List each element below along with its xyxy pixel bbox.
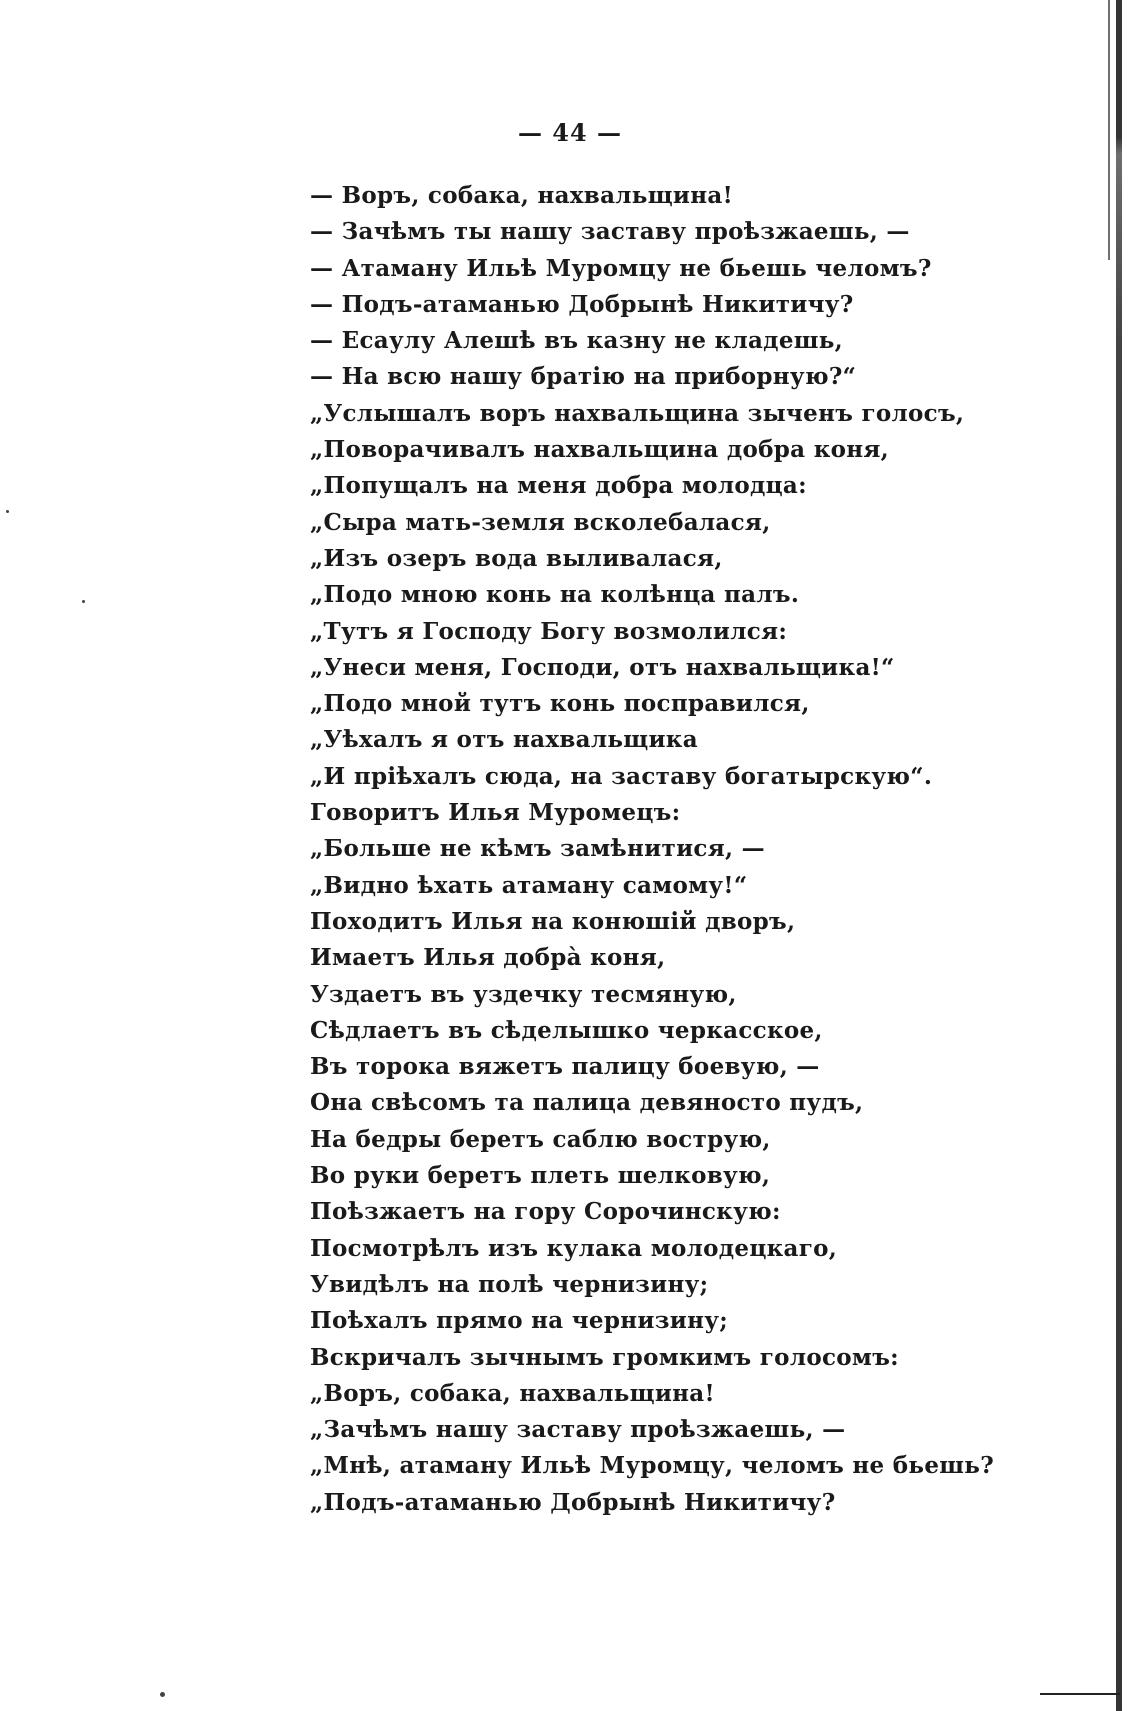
verse-line: „Изъ озеръ вода выливалася, <box>310 544 723 572</box>
scan-speck <box>160 1692 165 1697</box>
verse-line: „И пріѣхалъ сюда, на заставу богатырскую“. <box>310 762 933 790</box>
verse-line: Посмотрѣлъ изъ кулака молодецкаго, <box>310 1234 838 1262</box>
verse-line: „Подъ-атаманью Добрынѣ Никитичу? <box>310 1488 836 1516</box>
verse-line: — Зачѣмъ ты нашу заставу проѣзжаешь, — <box>310 218 910 246</box>
verse-line: Уздаетъ въ уздечку тесмяную, <box>310 980 737 1008</box>
verse-line: „Зачѣмъ нашу заставу проѣзжаешь, — <box>310 1416 846 1444</box>
verse-line: — Есаулу Алешѣ въ казну не кладешь, <box>310 327 843 355</box>
verse-line: Она свѣсомъ та палица девяносто пудъ, <box>310 1089 864 1117</box>
verse-line: „Тутъ я Господу Богу возмолился: <box>310 617 788 645</box>
verse-line: „Видно ѣхать атаману самому!“ <box>310 871 748 899</box>
verse-line: Въ торока вяжетъ палицу боевую, — <box>310 1053 820 1081</box>
verse-line: „Мнѣ, атаману Ильѣ Муромцу, челомъ не бьешь? <box>310 1452 994 1480</box>
verse-line: „Сыра мать-земля всколебалася, <box>310 508 771 536</box>
verse-line: Говоритъ Илья Муромецъ: <box>310 799 681 827</box>
scan-edge-shadow <box>1116 0 1122 1711</box>
verse-line: — На всю нашу братію на приборную?“ <box>310 363 857 391</box>
verse-line: „Услышалъ воръ нахвальщина зыченъ голосъ, <box>310 399 965 427</box>
verse-line: Имаетъ Илья добрà коня, <box>310 944 666 972</box>
scan-bottom-line <box>1040 1693 1120 1695</box>
verse-line: Во руки беретъ плеть шелковую, <box>310 1162 771 1190</box>
verse-line: „Подо мною конь на колѣнца палъ. <box>310 581 800 609</box>
scan-speck <box>82 600 85 603</box>
verse-line: — Подъ-атаманью Добрынѣ Никитичу? <box>310 290 854 318</box>
verse-line: На бедры беретъ саблю вострую, <box>310 1125 771 1153</box>
verse-line: — Атаману Ильѣ Муромцу не бьешь челомъ? <box>310 254 932 282</box>
verse-line: „Подо мной тутъ конь посправился, <box>310 690 810 718</box>
verse-line: „Унеси меня, Господи, отъ нахвальщика!“ <box>310 653 895 681</box>
verse-line: „Воръ, собака, нахвальщина! <box>310 1379 715 1407</box>
scan-speck <box>6 510 9 513</box>
verse-line: Вскричалъ зычнымъ громкимъ голосомъ: <box>310 1343 899 1371</box>
verse-line: „Уѣхалъ я отъ нахвальщика <box>310 726 698 754</box>
verse-line: Поѣзжаетъ на гору Сорочинскую: <box>310 1198 781 1226</box>
verse-line: Увидѣлъ на полѣ чернизину; <box>310 1270 709 1298</box>
verse-line: — Воръ, собака, нахвальщина! <box>310 182 733 209</box>
verse-line: „Больше не кѣмъ замѣнитися, — <box>310 835 765 863</box>
verse-line: Поѣхалъ прямо на чернизину; <box>310 1307 729 1335</box>
verse-line: Походитъ Илья на конюшій дворъ, <box>310 907 796 935</box>
page-number: — 44 — <box>517 118 623 147</box>
verse-line: „Поворачивалъ нахвальщина добра коня, <box>310 436 889 464</box>
verse-line: „Попущалъ на меня добра молодца: <box>310 472 807 500</box>
verse-line: Сѣдлаетъ въ сѣделышко черкасское, <box>310 1016 823 1044</box>
verse-text <box>310 178 1110 1521</box>
